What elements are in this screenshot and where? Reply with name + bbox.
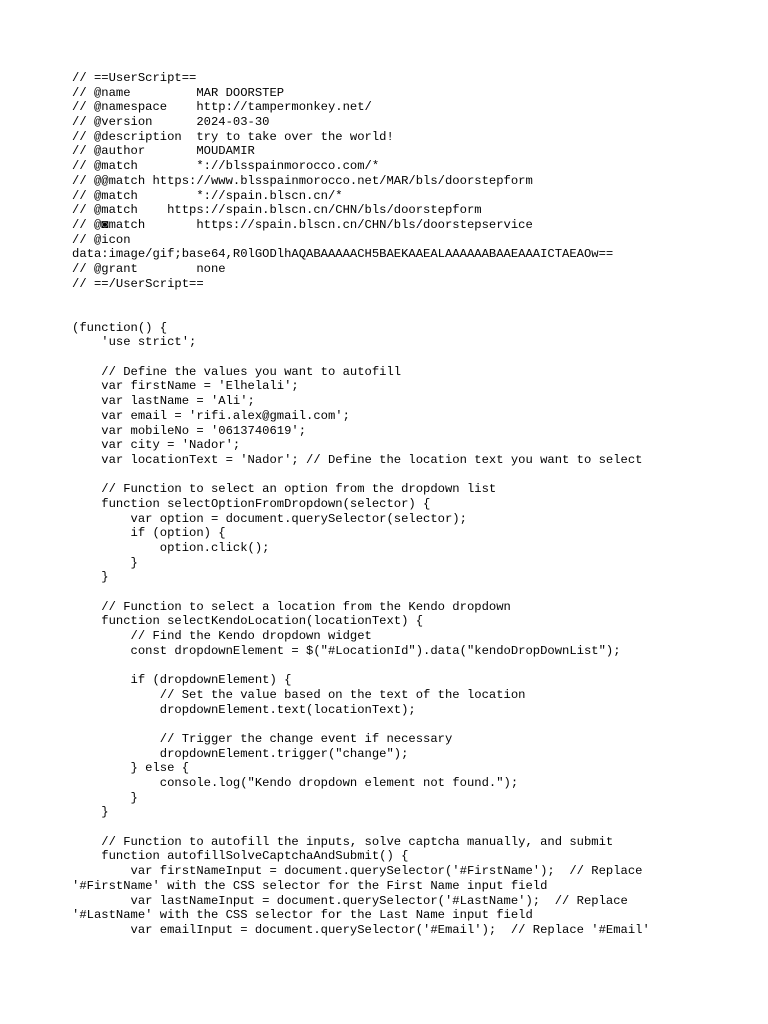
code-line: var lastNameInput = document.querySelector('#LastName'); // Replace	[72, 893, 628, 908]
code-line: var email = 'rifi.alex@gmail.com';	[72, 408, 350, 423]
code-line	[72, 291, 762, 306]
code-line: var emailInput = document.querySelector('#Email'); // Replace '#Email'	[72, 922, 650, 937]
code-line: function autofillSolveCaptchaAndSubmit() {	[72, 849, 409, 864]
code-line: } else {	[72, 761, 190, 776]
code-line: '#FirstName' with the CSS selector for the First Name input field	[72, 878, 548, 893]
code-line: var firstName = 'Elhelali';	[72, 379, 299, 394]
code-line: // @match https://spain.blscn.cn/CHN/bls/doorstepform	[72, 203, 482, 218]
code-line	[72, 306, 762, 321]
code-line: var option = document.querySelector(selector);	[72, 511, 467, 526]
code-line: }	[72, 555, 138, 570]
code-line: // @grant none	[72, 261, 226, 276]
code-line: function selectKendoLocation(locationText) {	[72, 614, 424, 629]
code-line	[72, 350, 762, 365]
code-line: // @icon	[72, 232, 131, 247]
code-line: var city = 'Nador';	[72, 438, 241, 453]
code-line: // Function to select an option from the dropdown list	[72, 482, 497, 497]
code-line: // Function to select a location from the Kendo dropdown	[72, 599, 511, 614]
code-line: // @version 2024-03-30	[72, 115, 270, 130]
code-line: // @description try to take over the world!	[72, 129, 394, 144]
code-line: // @match *://spain.blscn.cn/*	[72, 188, 343, 203]
code-line: if (dropdownElement) {	[72, 673, 292, 688]
code-line	[72, 820, 762, 835]
code-line: // @match *://blsspainmorocco.com/*	[72, 159, 380, 174]
code-line: // Define the values you want to autofill	[72, 364, 402, 379]
code-line: // Trigger the change event if necessary	[72, 731, 453, 746]
code-line: 'use strict';	[72, 335, 197, 350]
code-line: function selectOptionFromDropdown(selector) {	[72, 496, 431, 511]
code-line: // @@match https://www.blsspainmorocco.net/MAR/bls/doorstepform	[72, 173, 533, 188]
code-line: }	[72, 805, 109, 820]
code-line	[72, 585, 762, 600]
code-line: // @name MAR DOORSTEP	[72, 85, 285, 100]
code-block	[72, 71, 762, 938]
code-line: // @◙match https://spain.blscn.cn/CHN/bls/doorstepservice	[72, 217, 533, 232]
code-line: option.click();	[72, 541, 270, 555]
code-line: // Find the Kendo dropdown widget	[72, 629, 372, 644]
code-line: console.log("Kendo dropdown element not found.");	[72, 776, 519, 790]
code-line: var firstNameInput = document.querySelector('#FirstName'); // Replace	[72, 864, 643, 879]
code-line: const dropdownElement = $("#LocationId").data("kendoDropDownList");	[72, 643, 621, 658]
code-line: data:image/gif;base64,R0lGODlhAQABAAAAACH5BAEKAAEALAAAAAABAAEAAAICTAEAOw==	[72, 247, 614, 262]
code-line: // @namespace http://tampermonkey.net/	[72, 100, 372, 115]
code-line	[72, 659, 762, 674]
code-line: // ==UserScript==	[72, 71, 197, 85]
code-line: dropdownElement.text(locationText);	[72, 702, 416, 717]
code-line: var mobileNo = '0613740619';	[72, 423, 307, 438]
code-line: (function() {	[72, 320, 168, 335]
code-line: // @author MOUDAMIR	[72, 144, 255, 159]
code-line: var lastName = 'Ali';	[72, 394, 255, 409]
code-line: dropdownElement.trigger("change");	[72, 746, 409, 761]
code-line: // Function to autofill the inputs, solve captcha manually, and submit	[72, 834, 614, 849]
code-line	[72, 468, 762, 483]
code-line: '#LastName' with the CSS selector for the Last Name input field	[72, 908, 533, 923]
code-line: }	[72, 570, 109, 585]
code-line: if (option) {	[72, 526, 226, 541]
code-line: // ==/UserScript==	[72, 276, 204, 291]
code-line	[72, 717, 762, 732]
code-line: var locationText = 'Nador'; // Define the location text you want to select	[72, 452, 643, 467]
code-line: // Set the value based on the text of the location	[72, 687, 526, 702]
code-line: }	[72, 790, 138, 805]
